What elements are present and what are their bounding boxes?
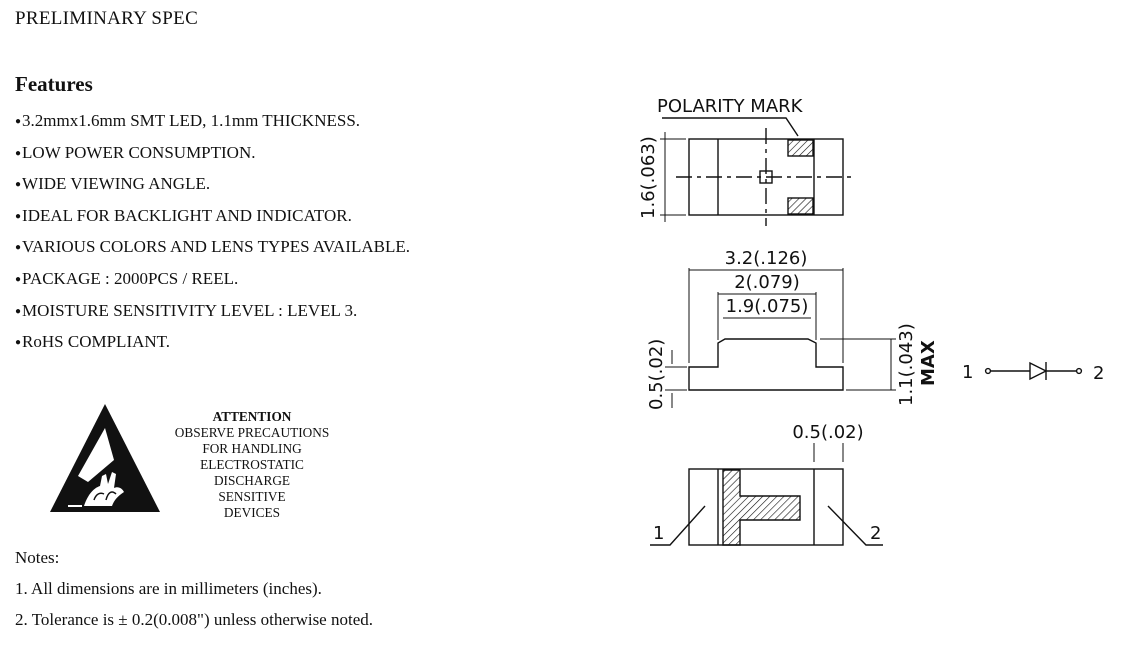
feature-item: ● LOW POWER CONSUMPTION. [15,142,410,174]
dim-total-length-label: 3.2(.126) [724,248,808,269]
polarity-mark-top [788,140,813,156]
notes-heading: Notes: [15,548,60,567]
feature-item: ● MOISTURE SENSITIVITY LEVEL : LEVEL 3. [15,300,410,332]
dim-height-label: 1.1(.043) [896,323,917,406]
features-list [15,110,410,363]
attention-line: DEVICES [223,505,281,520]
features-heading: Features [15,72,93,96]
side-view-body [689,339,843,390]
attention-line: OBSERVE PRECAUTIONS [174,425,330,440]
dim-pad-width-label: 0.5(.02) [792,422,864,443]
diode-pin2-label: 2 [1093,363,1105,384]
feature-item: ● 3.2mmx1.6mm SMT LED, 1.1mm THICKNESS. [15,110,410,142]
attention-line: FOR HANDLING [202,441,302,456]
feature-item: ● VARIOUS COLORS AND LENS TYPES AVAILABLE. [15,236,410,268]
polarity-mark-label: POLARITY MARK [657,96,803,117]
dim-height-max-label: MAX [918,340,939,386]
dim-inner-length-label: 2(.079) [734,272,800,293]
page-title: PRELIMINARY SPEC [15,8,199,29]
pin2-label: 2 [870,523,882,544]
pin1-label: 1 [653,523,665,544]
feature-item: ● RoHS COMPLIANT. [15,331,410,363]
attention-title: ATTENTION [212,409,292,424]
feature-item: ● WIDE VIEWING ANGLE. [15,173,410,205]
polarity-mark-bottom [788,198,813,214]
attention-line: DISCHARGE [213,473,291,488]
package-dimension-drawing [620,86,1135,556]
dim-width-label: 1.6(.063) [638,136,659,219]
feature-item: ● PACKAGE : 2000PCS / REEL. [15,268,410,300]
diode-pin1-label: 1 [962,362,974,383]
esd-warning-icon [48,402,162,516]
attention-line: SENSITIVE [218,489,286,504]
attention-line: ELECTROSTATIC [200,457,304,472]
feature-item: ● IDEAL FOR BACKLIGHT AND INDICATOR. [15,205,410,237]
esd-attention-block [160,409,344,521]
note-item: 1. All dimensions are in millimeters (inches). [15,579,322,598]
dim-base-height-label: 0.5(.02) [646,338,667,410]
cathode-pad [723,470,800,545]
note-item: 2. Tolerance is ± 0.2(0.008") unless otherwise noted. [15,610,373,629]
dim-lens-length-label: 1.9(.075) [725,296,809,317]
